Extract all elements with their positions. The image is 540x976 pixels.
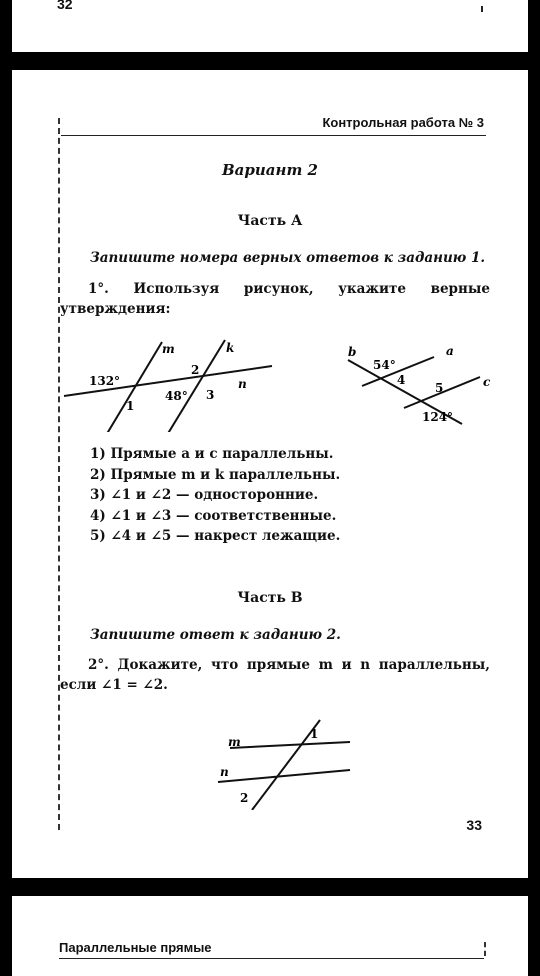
task-1-text: 1°. Используя рисунок, укажите верные утверждения: xyxy=(60,281,490,317)
statement-item: 1) Прямые a и c параллельны. xyxy=(90,446,334,462)
part-a-title: Часть А xyxy=(237,213,303,229)
figure-2-lines-abc xyxy=(342,340,502,430)
header-rule xyxy=(59,958,484,959)
variant-title: Вариант 2 xyxy=(222,161,318,179)
margin-tick xyxy=(481,6,483,12)
page-header-title: Параллельные прямые xyxy=(59,940,212,955)
statement-item: 2) Прямые m и k параллельны. xyxy=(90,466,341,483)
label-n: n xyxy=(238,377,247,391)
label-angle-5: 5 xyxy=(435,381,444,395)
label-b: b xyxy=(348,345,357,359)
label-angle-2: 2 xyxy=(191,363,200,377)
label-n: n xyxy=(220,765,229,779)
header-rule xyxy=(61,135,486,136)
label-angle-132: 132° xyxy=(89,374,121,388)
statement-item: 4) ∠1 и ∠3 — соответственные. xyxy=(90,507,337,524)
page-header-title: Контрольная работа № 3 xyxy=(322,115,484,130)
label-angle-48: 48° xyxy=(165,389,188,403)
figure-1-transversals xyxy=(62,332,282,432)
line-n xyxy=(218,770,350,782)
statement-item: 5) ∠4 и ∠5 — накрест лежащие. xyxy=(90,528,341,544)
label-angle-1: 1 xyxy=(310,727,319,741)
page-number: 33 xyxy=(466,817,482,833)
previous-page-fragment xyxy=(12,0,528,52)
part-a-instruction: Запишите номера верных ответов к заданию 1. xyxy=(90,250,486,266)
textbook-page xyxy=(12,70,528,878)
figure-3-lines-mn xyxy=(212,718,362,810)
page-number: 32 xyxy=(57,0,73,12)
label-k: k xyxy=(226,341,235,355)
label-angle-2: 2 xyxy=(240,791,249,805)
task-2-text: 2°. Докажите, что прямые m и n параллельны, если ∠1 = ∠2. xyxy=(60,657,490,693)
label-a: a xyxy=(446,344,454,358)
margin-tick xyxy=(484,942,488,956)
label-angle-4: 4 xyxy=(397,373,406,387)
line-m xyxy=(230,742,350,748)
label-m: m xyxy=(228,735,241,749)
part-b-instruction: Запишите ответ к заданию 2. xyxy=(90,627,341,643)
label-c: c xyxy=(483,375,491,389)
label-angle-1: 1 xyxy=(126,399,135,413)
statements-list xyxy=(90,444,340,547)
label-m: m xyxy=(162,342,175,356)
next-page-fragment xyxy=(12,896,528,976)
label-angle-3: 3 xyxy=(206,388,215,402)
label-angle-54: 54° xyxy=(373,358,396,372)
part-b-title: Часть В xyxy=(237,590,303,606)
label-angle-124: 124° xyxy=(422,410,454,424)
statement-item: 3) ∠1 и ∠2 — односторонние. xyxy=(90,487,319,503)
